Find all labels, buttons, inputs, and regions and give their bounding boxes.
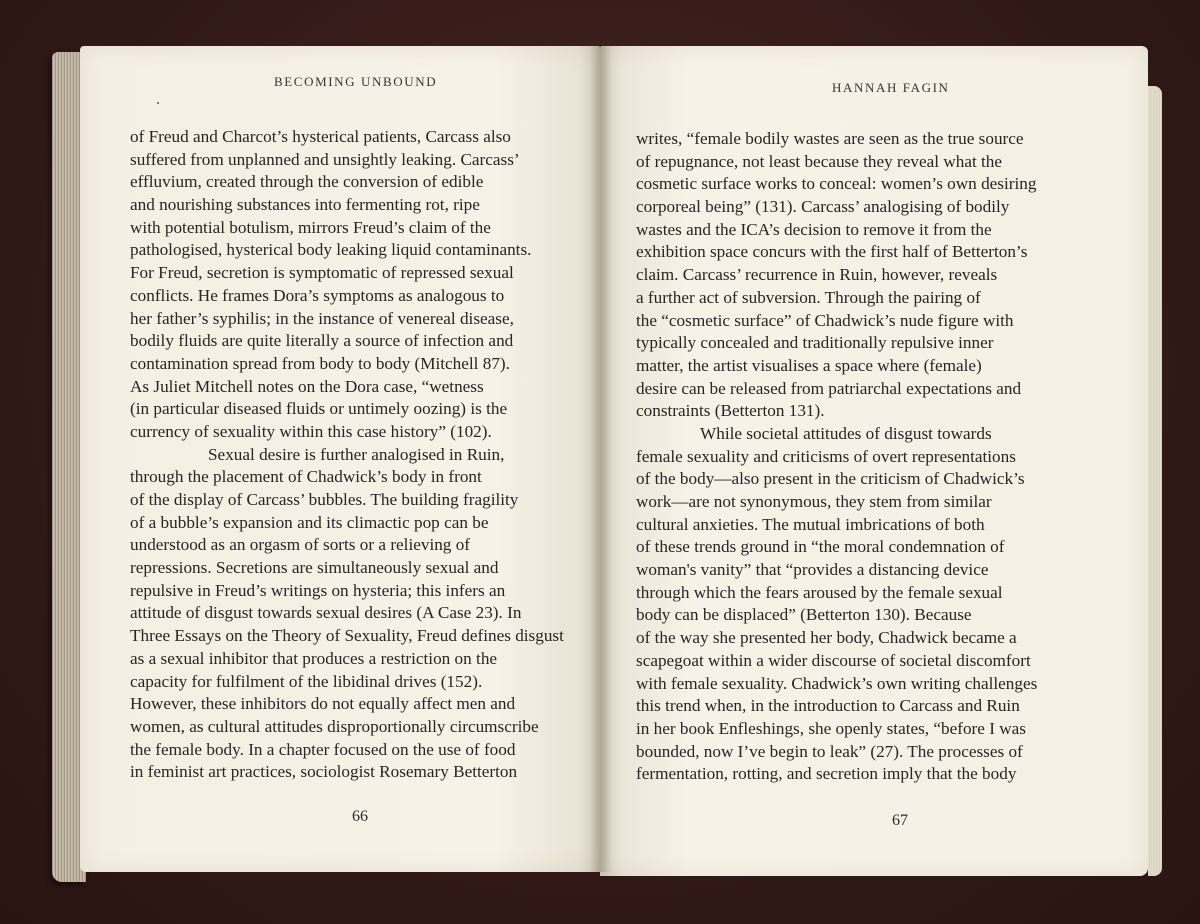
text-line: of the way she presented her body, Chadwick became a [636,628,1017,648]
running-header-right: HANNAH FAGIN [832,80,950,95]
text-line: work—are not synonymous, they stem from similar [636,492,992,511]
text-line: her father’s syphilis; in the instance of venereal disease, [130,308,514,328]
text-line: For Freud, secretion is symptomatic of repressed sexual [130,263,514,283]
text-line: of Freud and Charcot’s hysterical patients, Carcass also [130,127,511,146]
text-line: in feminist art practices, sociologist Rosemary Betterton [130,762,518,782]
text-line: constraints (Betterton 131). [636,401,825,421]
running-header-left: BECOMING UNBOUND [274,74,438,89]
text-line: in her book Enfleshings, she openly states, “before I was [636,718,1026,738]
text-line: of the display of Carcass’ bubbles. The building fragility [130,490,519,509]
text-line: attitude of disgust towards sexual desires (A Case 23). In [130,603,522,623]
text-line: through which the fears aroused by the female sexual [636,582,1003,602]
text-line: cultural anxieties. The mutual imbrications of both [636,514,985,534]
page-number-left: 66 [352,808,368,825]
text-line: fermentation, rotting, and secretion imply that the body [636,764,1017,784]
text-line: bodily fluids are quite literally a source of infection and [130,331,514,351]
text-line: scapegoat within a wider discourse of societal discomfort [636,650,1031,670]
text-line: pathologised, hysterical body leaking liquid contaminants. [130,240,532,260]
right-page-body [636,128,1037,786]
text-line: female sexuality and criticisms of overt representations [636,446,1016,466]
text-line: wastes and the ICA’s decision to remove it from the [636,219,992,239]
text-line: corporeal being” (131). Carcass’ analogising of bodily [636,197,1010,217]
text-line: suffered from unplanned and unsightly leaking. Carcass’ [130,149,520,169]
text-line: effluvium, created through the conversion of edible [130,172,484,192]
text-line: matter, the artist visualises a space where (female) [636,355,982,375]
text-line: of repugnance, not least because they reveal what the [636,151,1003,171]
text-line: of a bubble’s expansion and its climactic pop can be [130,512,489,532]
ink-speck [157,102,159,104]
text-line: the female body. In a chapter focused on the use of food [130,739,516,759]
text-line: exhibition space concurs with the first half of Betterton’s [636,242,1028,262]
right-page [600,46,1148,876]
text-line: Sexual desire is further analogised in Ruin, [208,444,505,464]
book-gutter [590,46,612,872]
left-page-body [130,126,564,784]
text-line: (in particular diseased fluids or untimely oozing) is the [130,399,508,419]
text-line: conflicts. He frames Dora’s symptoms as analogous to [130,285,505,305]
text-line: repressions. Secretions are simultaneously sexual and [130,558,499,578]
text-line: writes, “female bodily wastes are seen as the true source [636,129,1024,148]
text-line: claim. Carcass’ recurrence in Ruin, however, reveals [636,265,998,285]
text-line: this trend when, in the introduction to Carcass and Ruin [636,696,1020,716]
text-line: desire can be released from patriarchal expectations and [636,378,1022,398]
text-line: As Juliet Mitchell notes on the Dora case, “wetness [130,376,484,396]
text-line: a further act of subversion. Through the pairing of [636,287,981,307]
text-line: repulsive in Freud’s writings on hysteria; this infers an [130,580,506,600]
text-line: cosmetic surface works to conceal: women’s own desiring [636,174,1037,194]
text-line: However, these inhibitors do not equally affect men and [130,694,516,714]
text-line: the “cosmetic surface” of Chadwick’s nude figure with [636,310,1014,330]
text-line: understood as an orgasm of sorts or a relieving of [130,535,471,555]
text-line: of these trends ground in “the moral condemnation of [636,537,1005,557]
text-line: Three Essays on the Theory of Sexuality, Freud defines disgust [130,626,564,646]
left-page [80,46,600,872]
text-line: of the body—also present in the criticism of Chadwick’s [636,469,1025,489]
text-line: women, as cultural attitudes disproportionally circumscribe [130,716,539,736]
text-line: with potential botulism, mirrors Freud’s claim of the [130,217,491,237]
text-line: woman's vanity” that “provides a distancing device [636,560,989,580]
text-line: capacity for fulfilment of the libidinal drives (152). [130,671,483,691]
text-line: typically concealed and traditionally repulsive inner [636,333,994,353]
page-number-right: 67 [892,812,908,829]
text-line: currency of sexuality within this case history” (102). [130,421,492,441]
text-line: While societal attitudes of disgust towards [700,423,992,443]
text-line: as a sexual inhibitor that produces a restriction on the [130,648,498,668]
text-line: body can be displaced” (Betterton 130). Because [636,605,972,625]
text-line: bounded, now I’ve begin to leak” (27). The processes of [636,741,1023,761]
text-line: with female sexuality. Chadwick’s own writing challenges [636,673,1038,693]
page-block-edge-right [1148,86,1162,876]
open-book [52,42,1162,888]
text-line: contamination spread from body to body (Mitchell 87). [130,353,510,373]
text-line: through the placement of Chadwick’s body in front [130,467,482,487]
text-line: and nourishing substances into fermenting rot, ripe [130,195,480,215]
